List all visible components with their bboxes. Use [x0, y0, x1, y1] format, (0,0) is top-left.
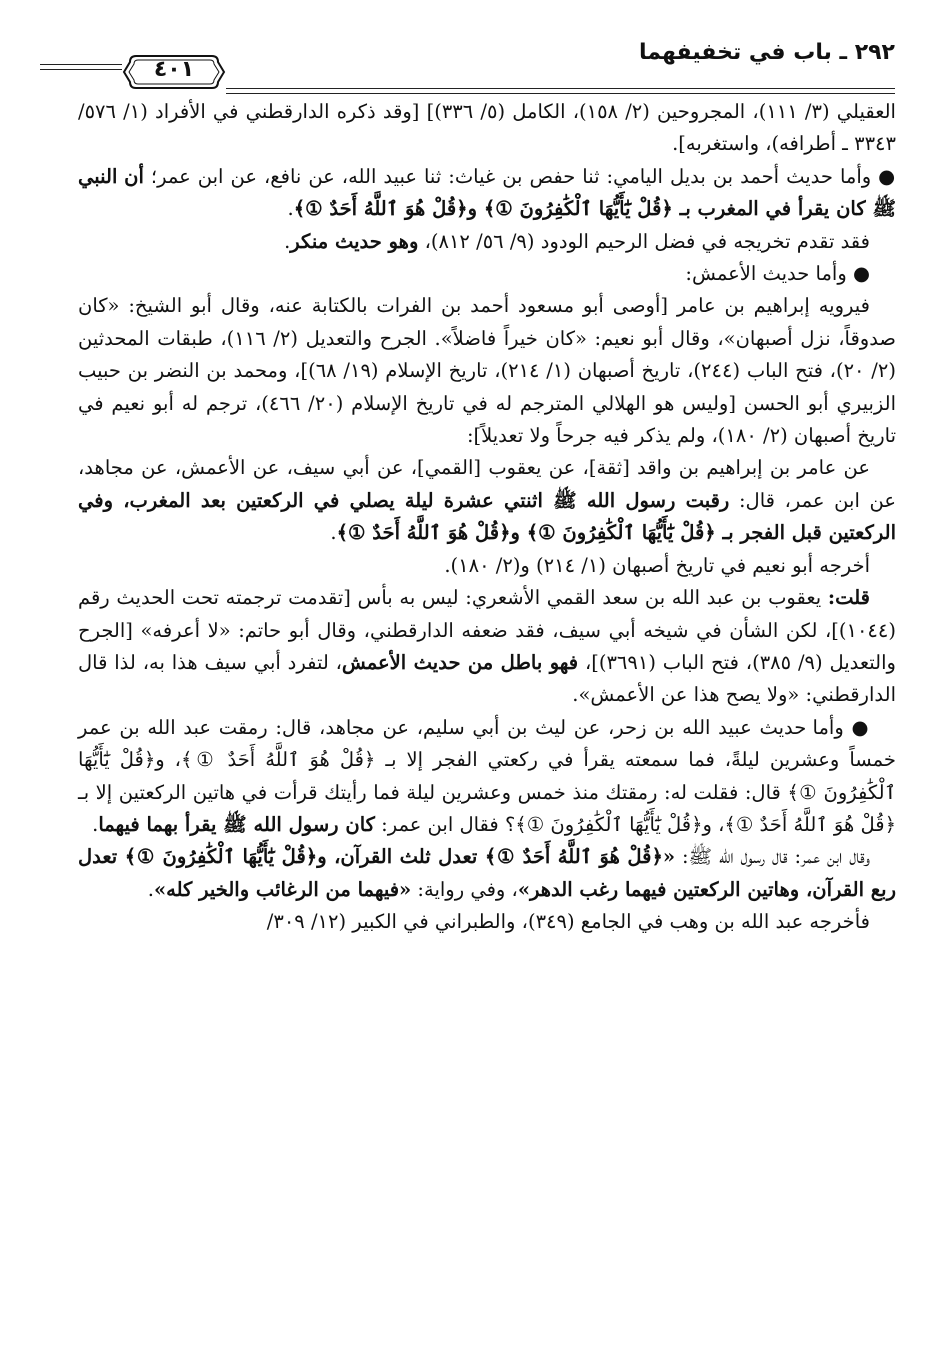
text-run: . [287, 197, 294, 221]
text-run: فقد تقدم تخريجه في فضل الرحيم الودود (٩/ ٥٦/ ٨١٢)، [418, 229, 870, 253]
paragraph [78, 582, 896, 712]
header-rule-right-2 [226, 93, 895, 94]
paragraph [78, 96, 896, 161]
bold-text-run: رقبت رسول الله ﷺ اثنتي عشرة ليلة يصلي في الركعتين بعد المغرب، وفي الركعتين قبل الفجر بـ ﴿قُلْ يَٰٓأَيُّهَا ٱلْكَٰفِرُونَ ①﴾ و﴿قُلْ هُوَ ٱللَّهُ أَحَدٌ ①﴾ [78, 488, 896, 545]
paragraph [78, 226, 896, 258]
bullet-icon: ● [846, 262, 870, 286]
text-run: العقيلي (٣/ ١١١)، المجروحين (٢/ ١٥٨)، الكامل (٥/ ٣٣٦)] [وقد ذكره الدارقطني في الأفراد (١/ ٥٧٦/ ٣٣٤٣ ـ أطرافه)، واستغربه]. [78, 100, 896, 156]
bold-text-run: «فيهما من الرغائب والخير كله» [153, 877, 412, 901]
bold-text-run: كان رسول الله ﷺ يقرأ بهما فيهما [98, 812, 375, 836]
text-run: . [284, 229, 291, 253]
paragraph [78, 906, 896, 938]
text-run: وأما حديث أحمد بن بديل اليامي: ثنا حفص بن غياث: ثنا عبيد الله، عن نافع، عن ابن عمر؛ [143, 164, 872, 188]
text-run: فأخرجه عبد الله بن وهب في الجامع (٣٤٩)، والطبراني في الكبير (١٢/ ٣٠٩/ [266, 910, 870, 934]
text-run: . [147, 877, 154, 901]
bullet-icon: ● [871, 164, 896, 188]
bullet-icon: ● [843, 715, 870, 739]
header-rule-left-2 [40, 69, 122, 70]
header-rule-left [40, 64, 122, 65]
text-run: يعقوب بن عبد الله بن سعد القمي الأشعري: ليس به بأس [تقدمت ترجمته تحت الحديث رقم (١٠٤٤)]، لكن الشأن في شيخه أبي سيف، فقد ضعفه الدارقطني، وقال أبو حاتم: «لا أعرفه» [الجرح والتعديل (٩/ ٣٨٥)، فتح الباب (٣٦٩١)]، [78, 586, 896, 674]
page-number-frame [122, 52, 226, 92]
paragraph [78, 550, 896, 582]
text-run: وأما حديث عبيد الله بن زحر، عن ليث بن أبي سليم، عن مجاهد، قال: رمقت عبد الله بن عمر خمساً وعشرين ليلةً، فما سمعته يقرأ في ركعتي الفجر إلا بـ ﴿قُلْ هُوَ ٱللَّهُ أَحَدٌ ①﴾، و﴿قُلْ يَٰٓأَيُّهَا ٱلْكَٰفِرُونَ ①﴾ قال: فقلت له: رمقتك منذ خمس وعشرين ليلة فما رأيتك قرأت في هاتين الركعتين إلا بـ ﴿قُلْ هُوَ ٱللَّهُ أَحَدٌ ①﴾، و﴿قُلْ يَٰٓأَيُّهَا ٱلْكَٰفِرُونَ ①﴾؟ فقال ابن عمر: [78, 715, 896, 836]
text-run: فيرويه إبراهيم بن عامر [أوصى أبو مسعود أحمد بن الفرات بالكتابة عنه، وقال أبو الشيخ: «كان صدوقاً، نزل أصبهان»، وقال أبو نعيم: «كان خيراً فاضلاً». الجرح والتعديل (٢/ ١١٦)، طبقات المحدثين (٢/ ٢٠)، فتح الباب (٢٤٤)، تاريخ أصبهان (١/ ٢١٤)، تاريخ الإسلام (١٩/ ٦٨)]، ومحمد بن النضر بن حبيب الزبيري أبو الحسن [وليس هو الهلالي المترجم له في تاريخ الإسلام (٢٠/ ٤٦٦)، ترجم له أبو نعيم في تاريخ أصبهان (٢/ ١٨٠)، ولم يذكر فيه جرحاً ولا تعديلاً]: [78, 294, 896, 448]
paragraph [78, 452, 896, 549]
paragraph [78, 290, 896, 452]
text-run: . [330, 521, 337, 545]
bold-text-run: قلت: [827, 586, 870, 610]
running-head: ٢٩٢ ـ باب في تخفيفهما [638, 40, 895, 65]
paragraph [78, 258, 896, 290]
text-run: وأما حديث الأعمش: [685, 262, 847, 286]
paragraph [78, 712, 896, 842]
header-rule-right [226, 88, 895, 89]
text-run: . [92, 812, 99, 836]
paragraph [78, 841, 896, 906]
page-body [78, 96, 896, 939]
bold-text-run: أن النبي ﷺ كان يقرأ في المغرب بـ ﴿قُلْ يَٰٓأَيُّهَا ٱلْكَٰفِرُونَ ①﴾ و﴿قُلْ هُوَ ٱللَّهُ أَحَدٌ ①﴾ [78, 164, 896, 221]
paragraph [78, 161, 896, 226]
text-run: ، وفي رواية: [411, 877, 518, 901]
page-number: ٤٠١ [153, 57, 195, 82]
text-run: أخرجه أبو نعيم في تاريخ أصبهان (١/ ٢١٤) و(٢/ ١٨٠). [444, 553, 870, 577]
text-run: ، لتفرد أبي سيف هذا به، لذا قال الدارقطني: «ولا يصح هذا عن الأعمش». [78, 650, 896, 707]
bold-text-run: وهو حديث منكر [290, 229, 419, 253]
text-run: وقال ابن عمر: قال رسول الله ﷺ: [675, 845, 871, 869]
text-run: عن عامر بن إبراهيم بن واقد [ثقة]، عن يعقوب [القمي]، عن أبي سيف، عن الأعمش، عن مجاهد، عن ابن عمر، قال: [78, 456, 896, 512]
bold-text-run: «﴿قُلْ هُوَ ٱللَّهُ أَحَدٌ ①﴾ تعدل ثلث القرآن، و﴿قُلْ يَٰٓأَيُّهَا ٱلْكَٰفِرُونَ ①﴾ تعدل ربع القرآن، وهاتين الركعتين فيهما رغب الدهر» [78, 845, 896, 901]
page-header [40, 30, 895, 100]
bold-text-run: فهو باطل من حديث الأعمش [341, 650, 579, 674]
